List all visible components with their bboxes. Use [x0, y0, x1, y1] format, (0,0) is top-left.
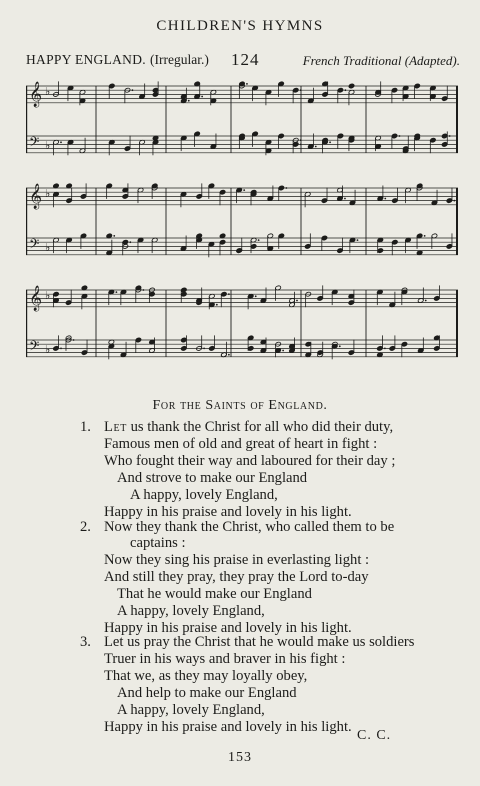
hymn-meter: (Irregular.): [150, 52, 209, 67]
poem-title: For the Saints of England.: [152, 398, 328, 413]
music-system: [26, 81, 458, 155]
bass-clef-icon: 𝄢: [29, 134, 40, 153]
treble-staff: [26, 183, 458, 209]
verse-line: A happy, lovely England,: [117, 702, 265, 718]
bass-clef-icon: 𝄢: [29, 338, 40, 357]
verse-line: Truer in his ways and braver in his fight :: [104, 651, 346, 667]
note-head: [348, 83, 354, 88]
flat-icon: ♭: [45, 139, 51, 152]
verse-number: 2.: [80, 519, 91, 535]
verse-line: Happy in his praise and lovely in his light.: [104, 504, 352, 520]
verse-line: That we, as they may loyally obey,: [104, 668, 308, 684]
running-head: CHILDREN'S HYMNS: [156, 18, 324, 34]
verse-line: captains :: [130, 535, 186, 551]
verse-line: Famous men of old and great of heart in fight :: [104, 436, 378, 452]
bass-clef-icon: 𝄢: [29, 236, 40, 255]
flat-icon: ♭: [45, 343, 51, 356]
treble-clef-icon: 𝄞: [29, 184, 43, 209]
verse-line: A happy, lovely England,: [130, 487, 278, 503]
verse-line: A happy, lovely England,: [117, 603, 265, 619]
verse-number: 3.: [80, 634, 91, 650]
author-initials: C. C.: [357, 728, 392, 743]
music-system: [26, 285, 458, 359]
verse-line: And still they pray, they pray the Lord to-day: [104, 569, 369, 585]
hymn-number: 124: [231, 50, 260, 69]
verse-number: 1.: [80, 419, 91, 435]
flat-icon: ♭: [45, 187, 51, 200]
verse-line: Happy in his praise and lovely in his light.: [104, 719, 352, 735]
music-system: [26, 183, 458, 257]
page-number: 153: [228, 750, 252, 765]
verse-line: Let us pray the Christ that he would make us soldiers: [104, 634, 415, 650]
flat-icon: ♭: [45, 289, 51, 302]
music-score: [26, 80, 458, 390]
note-head: [337, 133, 343, 138]
verse-line: That he would make our England: [117, 586, 312, 602]
flat-icon: ♭: [45, 241, 51, 254]
tune-source: French Traditional (Adapted).: [302, 53, 460, 68]
verse-line: Now they thank the Christ, who called them to be: [104, 519, 395, 535]
verse-line: And help to make our England: [117, 685, 297, 701]
verse-line: Now they sing his praise in everlasting light :: [104, 552, 370, 568]
verse-line: Who fought their way and laboured for their day ;: [104, 453, 396, 469]
verse-line: Happy in his praise and lovely in his light.: [104, 620, 352, 636]
treble-clef-icon: 𝄞: [29, 82, 43, 107]
flat-icon: ♭: [45, 85, 51, 98]
treble-staff: [26, 285, 458, 311]
verse-line: Let us thank the Christ for all who did their duty,: [104, 419, 394, 435]
hymn-title: HAPPY ENGLAND.: [26, 52, 146, 67]
verse-first-word: Let: [104, 419, 127, 435]
treble-clef-icon: 𝄞: [29, 286, 43, 311]
verse-line: And strove to make our England: [117, 470, 308, 486]
